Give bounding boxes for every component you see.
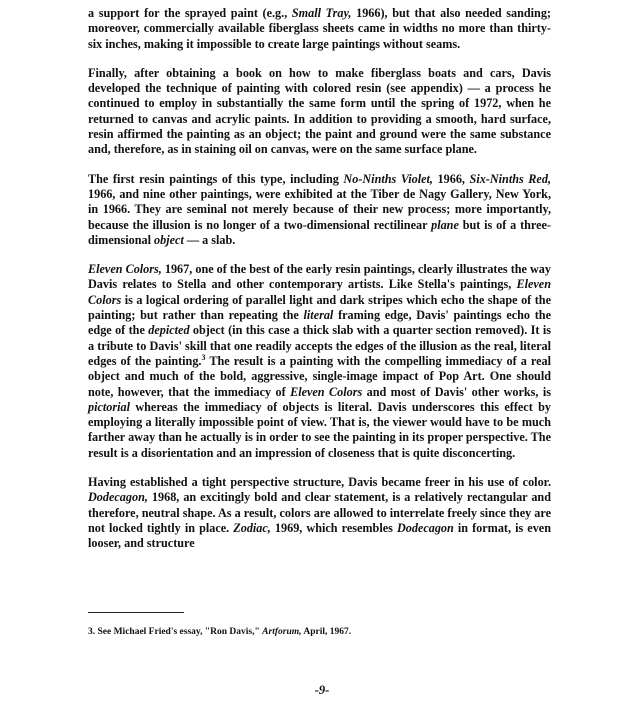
paragraph [88, 262, 551, 461]
italic-title: No-Ninths Violet, [343, 171, 433, 186]
paragraph [88, 66, 551, 158]
footnote-divider [88, 612, 184, 613]
body-text [88, 6, 551, 566]
italic-title: depicted [148, 323, 190, 338]
footnote [88, 626, 548, 638]
italic-title: Eleven Colors [290, 384, 363, 399]
page-number: -9- [314, 683, 330, 697]
italic-title: literal [303, 308, 334, 323]
paragraph [88, 6, 551, 52]
footnote-marker: 3 [201, 352, 206, 362]
text-run: framing edge, Davis' paintings echo the edge of the [88, 308, 551, 338]
italic-title: Eleven Colors [88, 277, 551, 307]
italic-title: Dodecagon [396, 520, 454, 535]
text-run: 1966, [432, 171, 470, 186]
text-run: Having established a tight perspective structure, Davis became freer in his use of color. [88, 475, 551, 490]
text-run: 3. See Michael Fried's essay, "Ron Davis," [88, 627, 263, 637]
text-run: Finally, after obtaining a book on how to make fiberglass boats and cars, Davis developed the technique of painting with colored resin (see appendix) — a process he continued to employ in substantially the same form until the spring of 1972, when he returned to canvas and acrylic paints. In addition to providing a smooth, hard surface, resin affirmed the painting as an object; the paint and ground were the same substance and, therefore, as in staining oil on canvas, were on the same surface plane. [88, 65, 551, 157]
text-run: April, 1967. [301, 627, 352, 637]
text-run: 1966, and nine other paintings, were exhibited at the Tiber de Nagy Gallery, New York, in 1966. They are seminal not merely because of their new process; more importantly, because the illusion is no longer of a two-dimensional rectilinear [88, 186, 551, 232]
italic-title: Six-Ninths Red, [469, 171, 551, 186]
text-run: whereas the immediacy of objects is literal. Davis underscores this effect by employing a literally impossible point of view. That is, the viewer would have to be much farther away than he actually is in order to see the painting in its proper perspective. The result is a disorientation and an impression of closeness that is quite disconcerting. [88, 399, 551, 460]
italic-title: Eleven Colors, [88, 262, 162, 277]
text-run: is a logical ordering of parallel light and dark stripes which echo the shape of the painting; but rather than repeating the [88, 292, 551, 323]
italic-title: pictorial [88, 399, 130, 414]
italic-title: Zodiac, [233, 520, 271, 535]
text-run: and most of Davis' other works, is [362, 384, 552, 399]
italic-title: Dodecagon, [88, 490, 148, 505]
text-run: — a slab. [183, 232, 236, 247]
italic-title: object [154, 232, 184, 247]
paragraph [88, 172, 551, 248]
paragraph [88, 475, 551, 551]
text-run: 1969, which resembles [270, 520, 397, 535]
text-run: but is of a three-dimensional [88, 217, 551, 247]
text-run: object (in this case a thick slab with a quarter section removed). It is a tribute to Davis' skill that one readily accepts the edges of the illusion as the real, literal edges of the painting. [88, 323, 551, 368]
text-run: The result is a painting with the compelling immediacy of a real object and much of the bold, aggressive, single-image impact of Pop Art. One should note, however, that the immediacy of [88, 353, 551, 399]
italic-title: Artforum, [262, 627, 302, 637]
text-run: in format, is even looser, and structure [88, 520, 551, 551]
text-run: 1967, one of the best of the early resin paintings, clearly illustrates the way Davis relates to Stella and other contemporary artists. Like Stella's paintings, [88, 262, 551, 292]
text-run: The first resin paintings of this type, including [88, 171, 344, 186]
italic-title: plane [431, 217, 459, 232]
text-run: a support for the sprayed paint (e.g., [88, 6, 292, 20]
text-run: 1966), but that also needed sanding; moreover, commercially available fiberglass sheets came in widths no more than thirty-six inches, making it impossible to create large paintings without seams. [88, 6, 551, 51]
text-run: 1968, an excitingly bold and clear statement, is a relatively rectangular and therefore, neutral shape. As a result, colors are allowed to interrelate freely since they are not locked tightly in place. [88, 490, 551, 535]
italic-title: Small Tray, [291, 6, 352, 20]
